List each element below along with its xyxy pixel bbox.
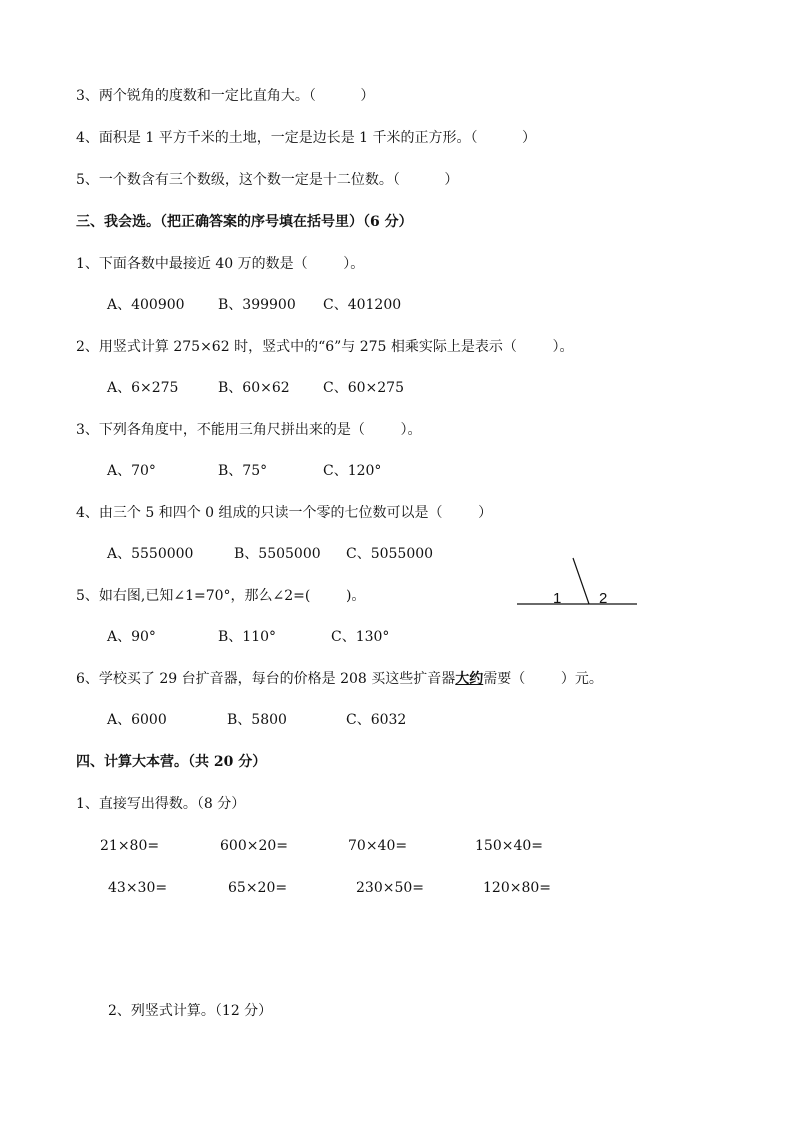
calc-sub2-title: 2、列竖式计算。（12 分） bbox=[108, 1003, 273, 1019]
calc-row2-item: 120×80= bbox=[483, 880, 551, 896]
judge-q4: 4、面积是 1 平方千米的土地，一定是边长是 1 千米的正方形。（ ） bbox=[76, 130, 537, 146]
choice-q1-option-b: B、399900 bbox=[218, 297, 296, 313]
choice-q5-stem: 5、如右图,已知∠1=70°，那么∠2=( )。 bbox=[76, 588, 366, 604]
choice-q3-option-c: C、120° bbox=[323, 463, 382, 479]
choice-q4-option-b: B、5505000 bbox=[234, 546, 321, 562]
calc-row2-item: 65×20= bbox=[228, 880, 288, 896]
choice-q3-option-a: A、70° bbox=[107, 463, 156, 479]
choice-q2-stem: 2、用竖式计算 275×62 时，竖式中的“6”与 275 相乘实际上是表示（ ）。 bbox=[76, 339, 574, 355]
choice-q6-option-a: A、6000 bbox=[107, 712, 167, 728]
choice-q6-stem bbox=[76, 669, 603, 689]
calc-row1-item: 150×40= bbox=[475, 838, 543, 854]
angle-label-2: 2 bbox=[599, 590, 608, 607]
choice-q3-option-b: B、75° bbox=[218, 463, 268, 479]
choice-q4-option-a: A、5550000 bbox=[107, 546, 194, 562]
choice-q6-stem-underline: 大约 bbox=[455, 671, 484, 687]
choice-q2-option-c: C、60×275 bbox=[323, 380, 404, 396]
calc-row2-item: 43×30= bbox=[108, 880, 168, 896]
choice-q5-option-a: A、90° bbox=[107, 629, 156, 645]
calc-row1-item: 21×80= bbox=[100, 838, 160, 854]
calc-row1-item: 70×40= bbox=[348, 838, 408, 854]
choice-q4-stem: 4、由三个 5 和四个 0 组成的只读一个零的七位数可以是（ ） bbox=[76, 505, 493, 521]
choice-q6-stem-pre: 6、学校买了 29 台扩音器，每台的价格是 208 买这些扩音器 bbox=[76, 671, 456, 687]
section-title-choice: 三、我会选。（把正确答案的序号填在括号里）（6 分） bbox=[76, 214, 413, 230]
choice-q3-stem: 3、下列各角度中，不能用三角尺拼出来的是（ ）。 bbox=[76, 422, 422, 438]
angle-figure bbox=[515, 556, 641, 612]
judge-q3: 3、两个锐角的度数和一定比直角大。（ ） bbox=[76, 88, 375, 104]
choice-q2-option-a: A、6×275 bbox=[107, 380, 179, 396]
section-title-calc: 四、计算大本营。（共 20 分） bbox=[76, 754, 267, 770]
choice-q1-stem: 1、下面各数中最接近 40 万的数是（ ）。 bbox=[76, 256, 365, 272]
angle-label-1: 1 bbox=[553, 590, 562, 607]
choice-q5-option-c: C、130° bbox=[331, 629, 390, 645]
judge-q5: 5、一个数含有三个数级，这个数一定是十二位数。（ ） bbox=[76, 172, 459, 188]
choice-q5-option-b: B、110° bbox=[218, 629, 277, 645]
choice-q4-option-c: C、5055000 bbox=[346, 546, 434, 562]
choice-q1-option-c: C、401200 bbox=[323, 297, 402, 313]
angle-ray bbox=[573, 558, 589, 604]
calc-sub1-title: 1、直接写出得数。（8 分） bbox=[76, 796, 246, 812]
choice-q6-option-c: C、6032 bbox=[346, 712, 407, 728]
choice-q1-option-a: A、400900 bbox=[107, 297, 185, 313]
choice-q2-option-b: B、60×62 bbox=[218, 380, 290, 396]
choice-q6-stem-post: 需要（ ）元。 bbox=[483, 671, 603, 687]
calc-row1-item: 600×20= bbox=[220, 838, 288, 854]
choice-q6-option-b: B、5800 bbox=[227, 712, 287, 728]
calc-row2-item: 230×50= bbox=[356, 880, 424, 896]
